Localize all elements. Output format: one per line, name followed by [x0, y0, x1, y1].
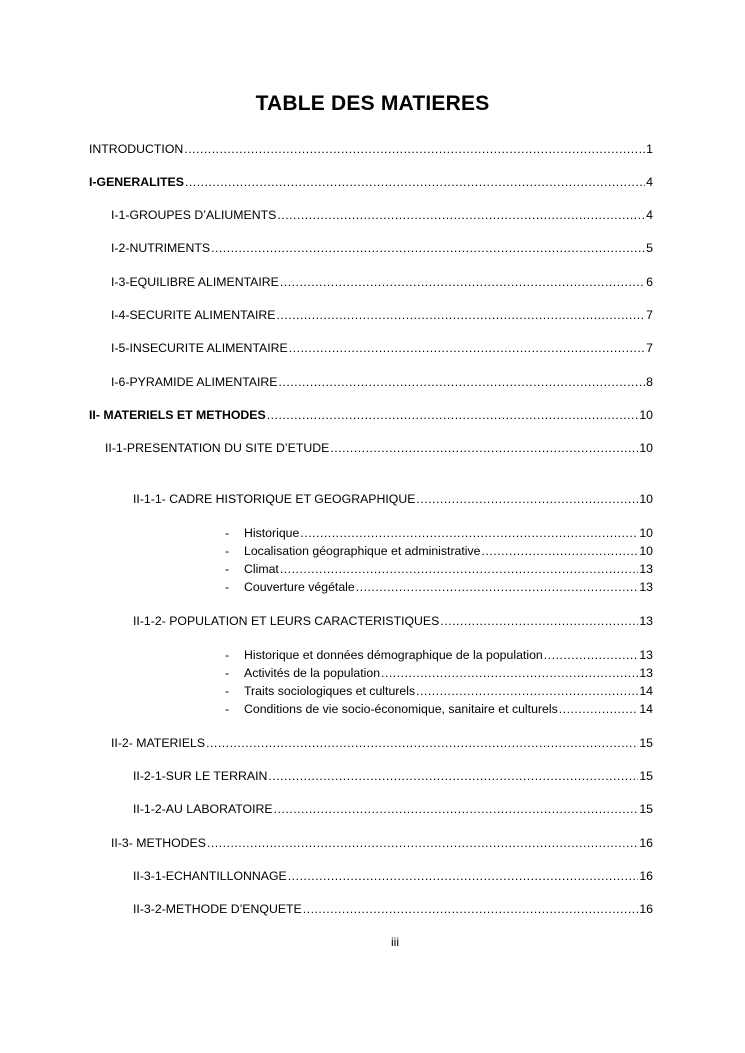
leader-dots	[279, 374, 646, 390]
leader-dots	[300, 525, 638, 541]
leader-dots	[276, 307, 645, 323]
toc-entry[interactable]	[111, 735, 653, 751]
toc-entry-label: II-3- METHODES	[111, 836, 206, 850]
leader-dots	[303, 901, 639, 917]
toc-entry-label: I-6-PYRAMIDE ALIMENTAIRE	[111, 375, 278, 389]
toc-entry-page: 15	[639, 769, 653, 783]
bullet-dash: -	[225, 702, 230, 716]
toc-entry-label: II-1-1- CADRE HISTORIQUE ET GEOGRAPHIQUE	[133, 492, 416, 506]
toc-entry-label: I-4-SECURITE ALIMENTAIRE	[111, 308, 276, 322]
toc-entry-label: Couverture végétale	[244, 580, 355, 594]
leader-dots	[206, 735, 638, 751]
toc-entry[interactable]	[244, 647, 653, 663]
leader-dots	[416, 683, 638, 699]
bullet-dash: -	[225, 666, 230, 680]
toc-entry[interactable]	[133, 801, 653, 817]
toc-entry-label: II-2- MATERIELS	[111, 736, 206, 750]
leader-dots	[288, 868, 639, 884]
leader-dots	[330, 440, 638, 456]
toc-entry-page: 13	[639, 562, 653, 576]
toc-entry[interactable]	[89, 174, 653, 190]
toc-entry-page: 14	[639, 684, 653, 698]
toc-entry[interactable]	[111, 207, 653, 223]
toc-entry-label: INTRODUCTION	[89, 142, 184, 156]
toc-entry-label: Conditions de vie socio-économique, sanitaire et culturels	[244, 702, 558, 716]
toc-entry-label: Historique et données démographique de la population	[244, 648, 543, 662]
leader-dots	[274, 801, 639, 817]
leader-dots	[416, 491, 638, 507]
toc-entry-page: 15	[639, 802, 653, 816]
toc-entry-page: 16	[639, 902, 653, 916]
toc-entry-page: 13	[639, 648, 653, 662]
toc-entry-label: I-2-NUTRIMENTS	[111, 241, 211, 255]
toc-entry[interactable]	[244, 543, 653, 559]
leader-dots	[268, 768, 638, 784]
toc-entry[interactable]	[111, 307, 653, 323]
toc-entry-label: Traits sociologiques et culturels	[244, 684, 416, 698]
toc-entry[interactable]	[105, 440, 653, 456]
bullet-dash: -	[225, 648, 230, 662]
leader-dots	[280, 274, 645, 290]
toc-entry-page: 7	[646, 308, 653, 322]
toc-entry-page: 16	[639, 869, 653, 883]
toc-entry-page: 10	[639, 526, 653, 540]
toc-entry-page: 10	[639, 441, 653, 455]
toc-entry[interactable]	[244, 683, 653, 699]
bullet-dash: -	[225, 684, 230, 698]
toc-entry-page: 4	[646, 175, 653, 189]
toc-entry-page: 14	[639, 702, 653, 716]
leader-dots	[381, 665, 638, 681]
toc-entry-page: 5	[646, 241, 653, 255]
toc-entry-page: 15	[639, 736, 653, 750]
toc-entry[interactable]	[244, 701, 653, 717]
bullet-dash: -	[225, 562, 230, 576]
toc-entry-label: I-GENERALITES	[89, 175, 184, 189]
toc-entry-page: 10	[639, 408, 653, 422]
toc-entry-page: 10	[639, 492, 653, 506]
leader-dots	[207, 835, 638, 851]
leader-dots	[280, 561, 638, 577]
leader-dots	[289, 340, 645, 356]
leader-dots	[267, 407, 639, 423]
toc-entry[interactable]	[133, 491, 653, 507]
toc-entry-label: II-3-1-ECHANTILLONNAGE	[133, 869, 287, 883]
bullet-dash: -	[225, 544, 230, 558]
toc-entry[interactable]	[133, 868, 653, 884]
toc-entry[interactable]	[133, 613, 653, 629]
leader-dots	[185, 174, 645, 190]
toc-entry[interactable]	[244, 665, 653, 681]
toc-entry[interactable]	[111, 340, 653, 356]
bullet-dash: -	[225, 526, 230, 540]
toc-entry[interactable]	[244, 579, 653, 595]
toc-entry-label: I-3-EQUILIBRE ALIMENTAIRE	[111, 275, 279, 289]
toc-entry[interactable]	[133, 901, 653, 917]
toc-entry-page: 16	[639, 836, 653, 850]
bullet-dash: -	[225, 580, 230, 594]
toc-entry-label: Localisation géographique et administrative	[244, 544, 481, 558]
toc-entry-page: 10	[639, 544, 653, 558]
toc-entry[interactable]	[111, 274, 653, 290]
toc-entry[interactable]	[89, 141, 653, 157]
toc-entry-label: II-1-PRESENTATION DU SITE D’ETUDE	[105, 441, 330, 455]
toc-entry-label: II- MATERIELS ET METHODES	[89, 408, 266, 422]
toc-entry-label: I-1-GROUPES D’ALIUMENTS	[111, 208, 277, 222]
toc-entry-page: 4	[646, 208, 653, 222]
leader-dots	[356, 579, 639, 595]
leader-dots	[482, 543, 639, 559]
leader-dots	[184, 141, 645, 157]
toc-entry-page: 13	[639, 666, 653, 680]
leader-dots	[559, 701, 639, 717]
toc-entry-label: Activités de la population	[244, 666, 381, 680]
toc-entry-label: I-5-INSECURITE ALIMENTAIRE	[111, 341, 288, 355]
document-title: TABLE DES MATIERES	[255, 92, 490, 115]
leader-dots	[211, 240, 645, 256]
toc-entry-page: 13	[639, 614, 653, 628]
toc-entry[interactable]	[89, 407, 653, 423]
toc-entry-label: Climat	[244, 562, 279, 576]
leader-dots	[440, 613, 638, 629]
toc-entry[interactable]	[111, 374, 653, 390]
toc-entry-page: 8	[646, 375, 653, 389]
toc-entry-label: II-2-1-SUR LE TERRAIN	[133, 769, 268, 783]
toc-entry-page: 6	[646, 275, 653, 289]
toc-entry-label: II-3-2-METHODE D’ENQUETE	[133, 902, 302, 916]
toc-entry-label: II-1-2-AU LABORATOIRE	[133, 802, 273, 816]
page-number: iii	[391, 935, 399, 949]
leader-dots	[544, 647, 639, 663]
toc-entry-label: Historique	[244, 526, 300, 540]
leader-dots	[277, 207, 645, 223]
toc-entry[interactable]	[111, 240, 653, 256]
toc-entry[interactable]	[111, 835, 653, 851]
toc-entry-label: II-1-2- POPULATION ET LEURS CARACTERISTIQUES	[133, 614, 440, 628]
toc-entry-page: 1	[646, 142, 653, 156]
toc-entry[interactable]	[244, 561, 653, 577]
toc-entry-page: 13	[639, 580, 653, 594]
toc-entry[interactable]	[133, 768, 653, 784]
toc-entry[interactable]	[244, 525, 653, 541]
toc-entry-page: 7	[646, 341, 653, 355]
